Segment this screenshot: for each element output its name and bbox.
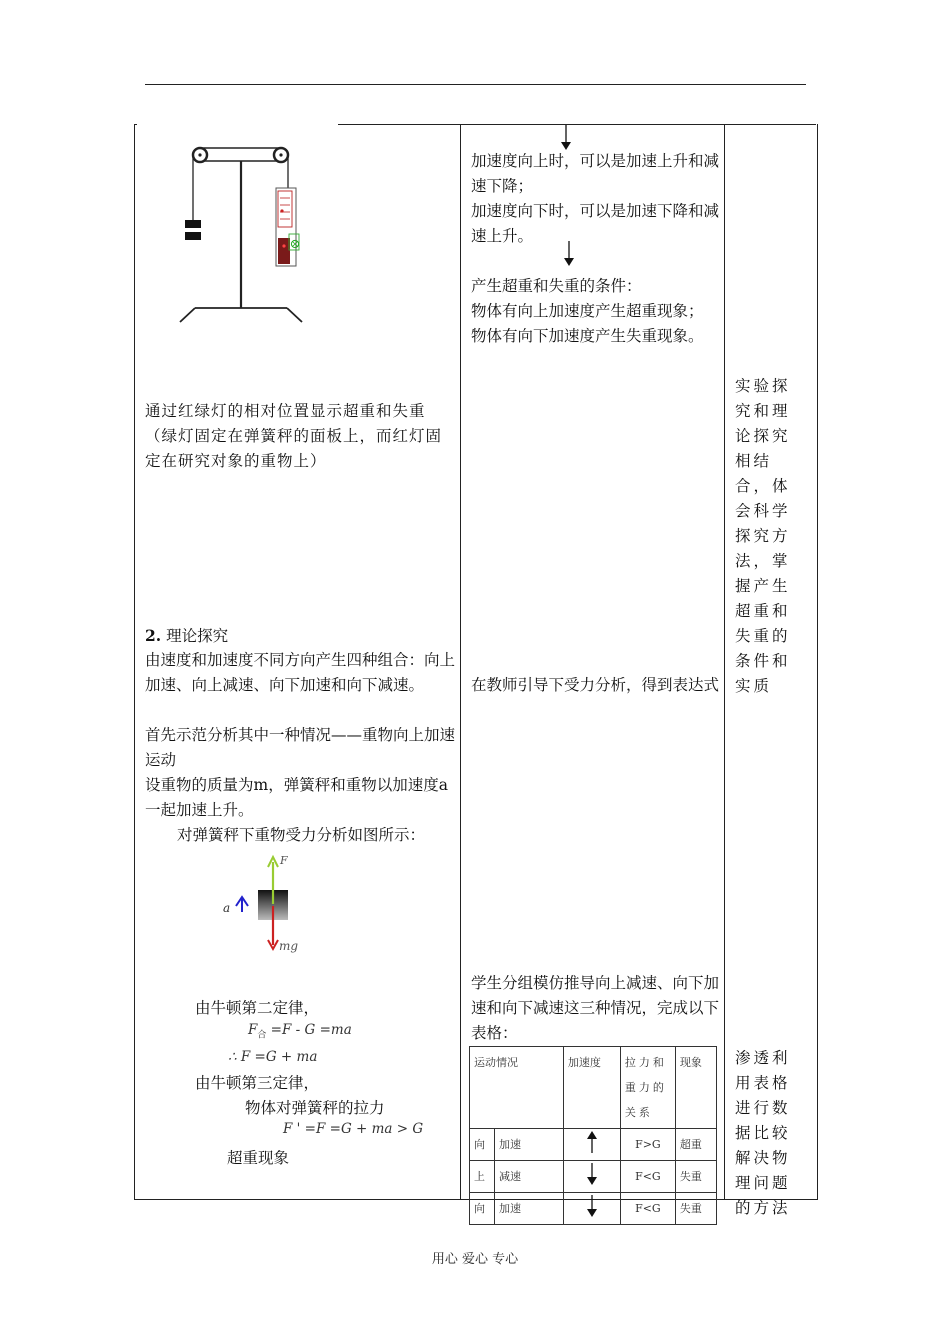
label-a: a [223, 901, 231, 915]
teaching-intent-2: 渗透利用表格进行数据比较解决物理问题的方法 [735, 1049, 791, 1217]
table-row [470, 1129, 717, 1161]
apparatus-diagram [170, 138, 315, 328]
condition-overweight: 物体有向上加速度产生超重现象； [471, 302, 704, 320]
demo-analysis-paragraph: 首先示范分析其中一种情况——重物向上加速运动 [145, 726, 456, 769]
counterweight-bottom [185, 232, 201, 240]
force-diagram [218, 852, 308, 958]
column-divider-2 [724, 124, 725, 1199]
row-accel-down-icon [563, 1193, 620, 1225]
header-phenomenon: 现象 [675, 1047, 716, 1129]
eq1-subscript: 合 [257, 1030, 267, 1041]
page-footer: 用心 爱心 专心 [431, 1252, 519, 1267]
table-row [470, 1161, 717, 1193]
newton-third-law: 由牛顿第三定律， [195, 1074, 320, 1092]
eq1-f: F [248, 1022, 258, 1038]
setup-paragraph: 设重物的质量为m，弹簧秤和重物以加速度a一起加速上升。 [145, 776, 448, 819]
header-acceleration: 加速度 [563, 1047, 620, 1129]
column-divider-1 [460, 124, 461, 1199]
table-top-border-left [134, 124, 137, 125]
header-relation: 拉力和重力的关系 [620, 1047, 675, 1129]
row-motion: 加速 [495, 1129, 564, 1161]
condition-title: 产生超重和失重的条件： [471, 277, 642, 295]
header-motion: 运动情况 [470, 1047, 564, 1129]
dir-up-2: 上 [470, 1161, 495, 1193]
theory-heading [145, 623, 455, 649]
row-motion: 加速 [495, 1193, 564, 1225]
student-accel-up: 加速度向上时，可以是加速上升和减速下降； [471, 152, 720, 195]
row-relation: F<G [620, 1161, 675, 1193]
down-arrow-icon [559, 125, 573, 151]
demo-caption: 通过红绿灯的相对位置显示超重和失重（绿灯固定在弹簧秤的面板上，而红灯固定在研究对象的重物上） [145, 402, 443, 470]
counterweight-top [185, 220, 201, 228]
equation-net-force [248, 1022, 352, 1041]
table-header-row [470, 1047, 717, 1129]
row-motion: 减速 [495, 1161, 564, 1193]
row-phenomenon: 失重 [675, 1161, 716, 1193]
row-accel-up-icon [563, 1129, 620, 1161]
equation-pull: F ' =F =G + ma > G [283, 1121, 424, 1137]
down-arrow-icon-2 [562, 241, 576, 267]
dir-up-1: 向 [470, 1129, 495, 1161]
dir-down-1: 向 [470, 1193, 495, 1225]
equation-tension: ∴ F =G + ma [228, 1049, 318, 1065]
force-analysis-intro: 对弹簧秤下重物受力分析如图所示： [177, 826, 426, 844]
row-phenomenon: 超重 [675, 1129, 716, 1161]
heading-number: 2. [145, 626, 162, 645]
student-accel-down: 加速度向下时，可以是加速下降和减速上升。 [471, 202, 720, 245]
label-f: F [280, 854, 288, 867]
table-top-border-right [338, 124, 816, 125]
student-guided-analysis: 在教师引导下受力分析，得到表达式 [471, 676, 720, 694]
teaching-intent-1: 实验探究和理论探究相结合，体会科学探究方法，掌握产生超重和失重的条件和实质 [735, 377, 791, 695]
eq1-rest: =F - G =ma [266, 1022, 352, 1038]
row-relation: F>G [620, 1129, 675, 1161]
label-mg: mg [279, 939, 299, 953]
student-group-task: 学生分组模仿推导向上减速、向下加速和向下减速这三种情况，完成以下表格： [471, 974, 720, 1042]
red-light-weight [278, 238, 290, 264]
newton-second-law: 由牛顿第二定律， [195, 999, 320, 1017]
row-phenomenon: 失重 [675, 1193, 716, 1225]
heading-text: 理论探究 [161, 627, 229, 645]
row-relation: F<G [620, 1193, 675, 1225]
table-row [470, 1193, 717, 1225]
condition-weightless: 物体有向下加速度产生失重现象。 [471, 327, 704, 345]
header-rule [145, 84, 806, 85]
overweight-phenomenon: 超重现象 [227, 1149, 290, 1167]
results-table [469, 1046, 717, 1225]
pull-force-text: 物体对弹簧秤的拉力 [245, 1099, 385, 1117]
row-accel-down-icon [563, 1161, 620, 1193]
combinations-paragraph: 由速度和加速度不同方向产生四种组合：向上加速、向上减速、向下加速和向下减速。 [145, 651, 456, 694]
